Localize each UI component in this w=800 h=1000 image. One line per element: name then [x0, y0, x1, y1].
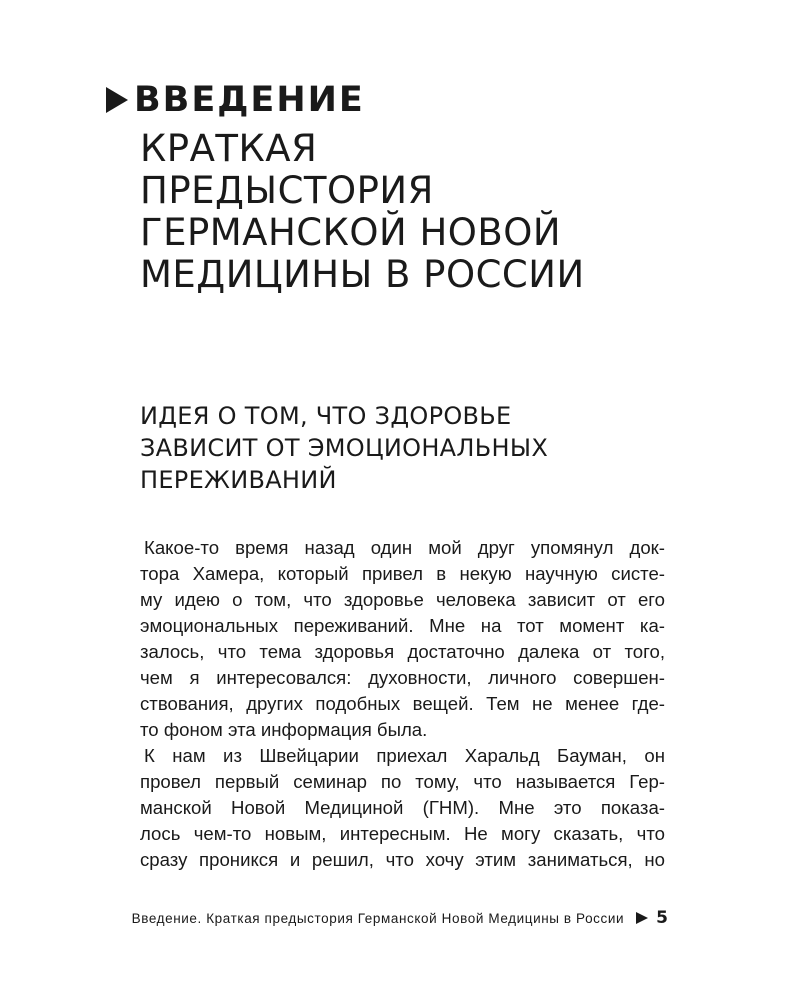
body-line: Какое-то время назад один мой друг упомянул док-: [144, 537, 665, 558]
chapter-title-line: ГЕРМАНСКОЙ НОВОЙ: [140, 211, 562, 254]
section-title-line: ИДЕЯ О ТОМ, ЧТО ЗДОРОВЬЕ: [140, 402, 512, 430]
body-line: ствования, других подобных вещей. Тем не менее где-: [140, 693, 665, 714]
body-text: [140, 535, 665, 873]
body-line: сразу проникся и решил, что хочу этим заниматься, но: [140, 849, 665, 870]
chapter-title-line: ПРЕДЫСТОРИЯ: [140, 169, 434, 212]
body-line: залось, что тема здоровья достаточно далека от того,: [140, 641, 665, 662]
section-title: [140, 400, 760, 496]
body-line: К нам из Швейцарии приехал Харальд Бауман, он: [144, 745, 665, 766]
running-title: Введение. Краткая предыстория Германской Новой Медицины в России: [131, 910, 625, 926]
page-number: 5: [656, 908, 668, 928]
chapter-title-line: КРАТКАЯ: [140, 127, 318, 170]
body-line: тора Хамера, который привел в некую научную систе-: [140, 563, 665, 584]
chapter-label-text: ВВЕДЕНИЕ: [134, 80, 365, 120]
body-line: эмоциональных переживаний. Мне на тот момент ка-: [140, 615, 665, 636]
triangle-marker-icon: [636, 912, 648, 924]
body-line: чем я интересовался: духовности, личного совершен-: [140, 667, 665, 688]
chapter-title-line: МЕДИЦИНЫ В РОССИИ: [140, 253, 585, 296]
body-line: му идею о том, что здоровье человека зависит от его: [140, 589, 665, 610]
section-title-line: ЗАВИСИТ ОТ ЭМОЦИОНАЛЬНЫХ: [140, 434, 549, 462]
chapter-title: [140, 128, 780, 296]
section-title-line: ПЕРЕЖИВАНИЙ: [140, 466, 337, 494]
page-footer: [120, 906, 668, 930]
triangle-marker-icon: [106, 87, 128, 113]
body-line: лось чем-то новым, интересным. Не могу сказать, что: [140, 823, 665, 844]
chapter-label: [106, 76, 365, 124]
body-line: то фоном эта информация была.: [140, 719, 428, 740]
body-line: манской Новой Медициной (ГНМ). Мне это показа-: [140, 797, 665, 818]
body-line: провел первый семинар по тому, что называется Гер-: [140, 771, 665, 792]
